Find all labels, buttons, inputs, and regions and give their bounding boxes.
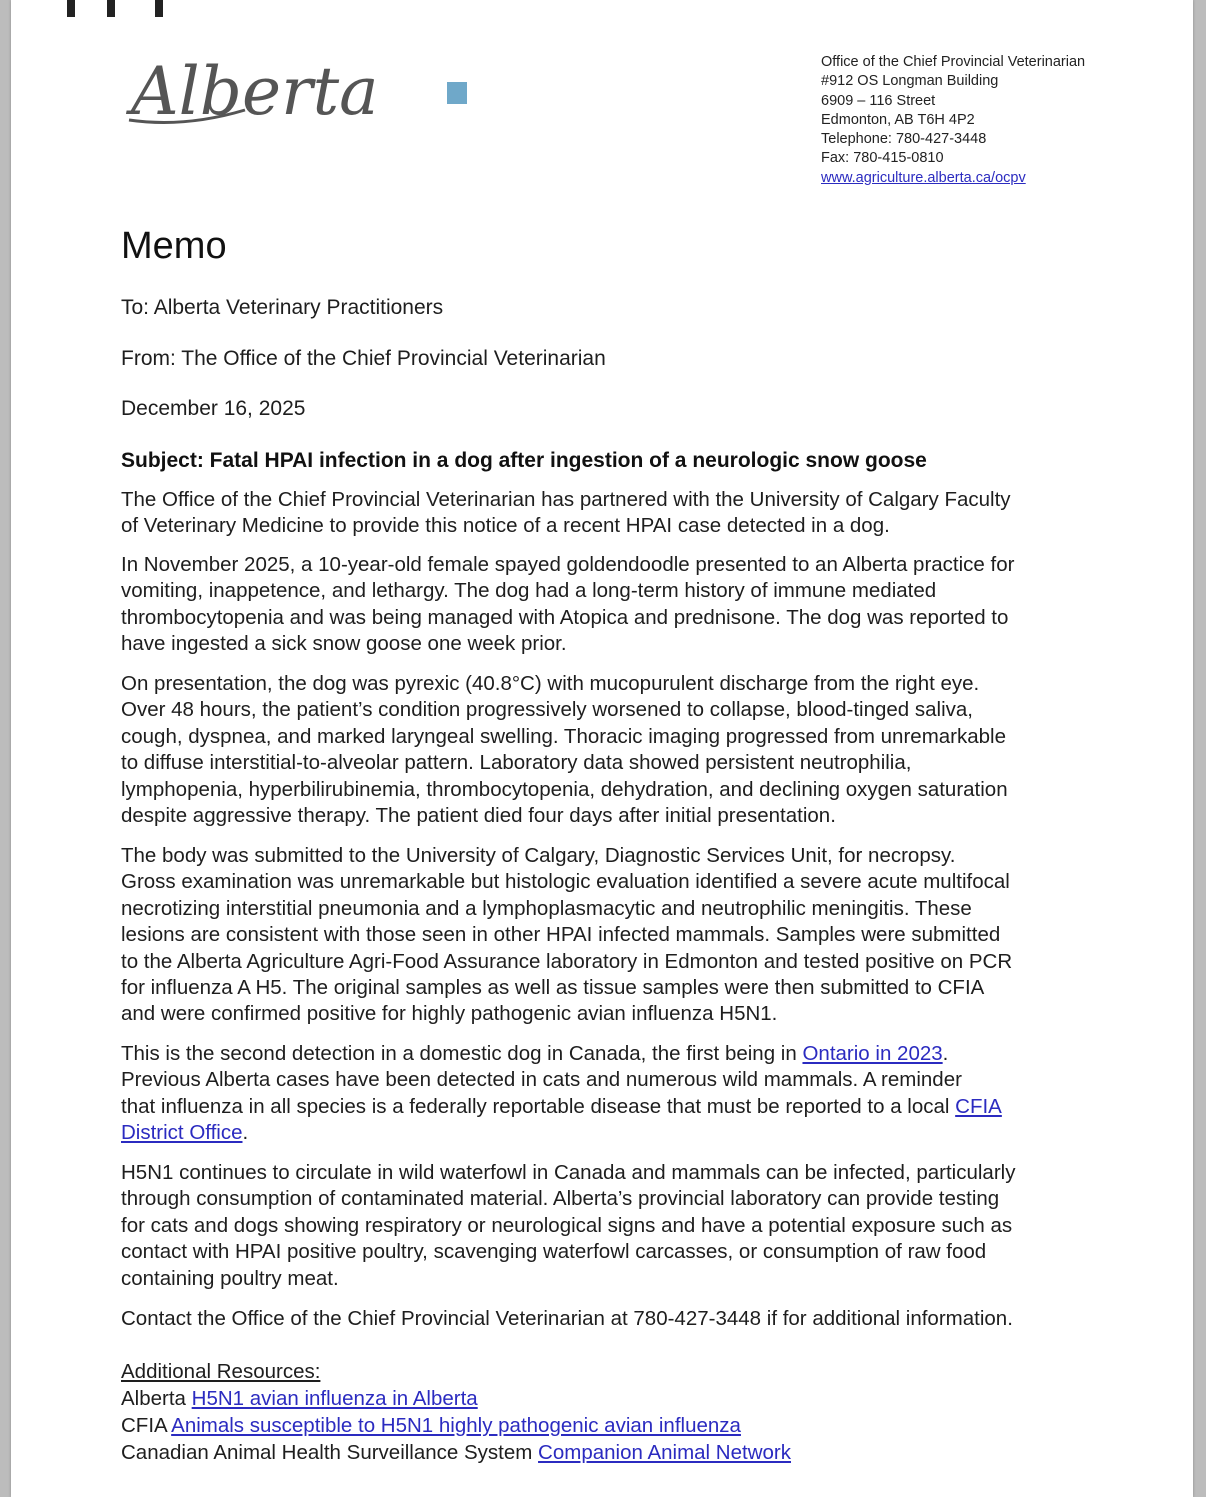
companion-animal-network-link[interactable]: Companion Animal Network xyxy=(538,1441,791,1464)
text-line: thrombocytopenia and was being managed with Atopica and prednisone. The dog was reported to xyxy=(121,605,1009,629)
address-telephone: Telephone: 780-427-3448 xyxy=(821,131,987,148)
text-line: Gross examination was unremarkable but histologic evaluation identified a severe acute multifocal xyxy=(121,870,1010,894)
text-line: lesions are consistent with those seen in other HPAI infected mammals. Samples were submitted xyxy=(121,923,1001,947)
resource-item xyxy=(121,1412,791,1439)
address-street: 6909 – 116 Street xyxy=(821,92,936,109)
address-office: Office of the Chief Provincial Veterinarian xyxy=(821,54,1086,70)
office-address-block xyxy=(821,53,1085,188)
alberta-logo xyxy=(125,50,475,135)
paragraph-case-history xyxy=(121,552,1141,658)
memo-to: To: Alberta Veterinary Practitioners xyxy=(121,296,444,319)
text-line: The Office of the Chief Provincial Veterinarian has partnered with the University of Calgary Faculty xyxy=(121,488,1011,511)
memo-title: Memo xyxy=(121,225,227,267)
memo-page xyxy=(11,0,1193,1497)
text-fragment: . xyxy=(242,1121,249,1145)
cfia-district-office-link[interactable]: CFIA xyxy=(955,1094,1002,1118)
memo-subject: Subject: Fatal HPAI infection in a dog after ingestion of a neurologic snow goose xyxy=(121,449,927,472)
text-line: containing poultry meat. xyxy=(121,1266,339,1290)
resource-prefix: Alberta xyxy=(121,1387,192,1410)
paragraph-necropsy xyxy=(121,843,1141,1028)
resource-item xyxy=(121,1385,791,1412)
svg-text:Alberta: Alberta xyxy=(131,53,379,130)
cfia-susceptible-animals-link[interactable]: Animals susceptible to H5N1 highly pathogenic avian influenza xyxy=(171,1414,741,1437)
text-line: to diffuse interstitial-to-alveolar pattern. Laboratory data showed persistent neutrophilia, xyxy=(121,751,912,775)
additional-resources xyxy=(121,1358,791,1466)
paragraph-clinical-course xyxy=(121,671,1141,829)
address-building: #912 OS Longman Building xyxy=(821,73,999,90)
text-fragment: This is the second detection in a domestic dog in Canada, the first being in xyxy=(121,1042,803,1065)
text-line: of Veterinary Medicine to provide this notice of a recent HPAI case detected in a dog. xyxy=(121,514,890,538)
text-line: Contact the Office of the Chief Provincial Veterinarian at 780-427-3448 if for additional information. xyxy=(121,1307,1013,1330)
alberta-wordmark xyxy=(125,50,455,135)
text-line: H5N1 continues to circulate in wild waterfowl in Canada and mammals can be infected, particularly xyxy=(121,1161,1016,1184)
text-line: cough, dyspnea, and marked laryngeal swelling. Thoracic imaging progressed from unremarkable xyxy=(121,724,1007,748)
resource-prefix: Canadian Animal Health Surveillance System xyxy=(121,1441,539,1464)
logo-square xyxy=(447,82,467,104)
text-line: for cats and dogs showing respiratory or neurological signs and have a potential exposure such as xyxy=(121,1213,1013,1237)
address-city: Edmonton, AB T6H 4P2 xyxy=(821,111,975,128)
text-line: On presentation, the dog was pyrexic (40.8°C) with mucopurulent discharge from the right eye. xyxy=(121,672,980,695)
text-line: have ingested a sick snow goose one week prior. xyxy=(121,632,567,656)
text-line: despite aggressive therapy. The patient died four days after initial presentation. xyxy=(121,804,836,828)
address-fax: Fax: 780-415-0810 xyxy=(821,150,944,167)
text-line: necrotizing interstitial pneumonia and a lymphoplasmacytic and neutrophilic meningitis. These xyxy=(121,896,972,920)
cfia-district-office-link-cont[interactable]: District Office xyxy=(121,1121,243,1145)
memo-date: December 16, 2025 xyxy=(121,397,306,420)
resource-prefix: CFIA xyxy=(121,1414,172,1437)
text-line xyxy=(121,1041,1141,1067)
paragraph-contact xyxy=(121,1306,1141,1332)
paragraph-detection-notice xyxy=(121,1041,1141,1147)
paragraph-intro xyxy=(121,487,1141,540)
website-link[interactable]: www.agriculture.alberta.ca/ocpv xyxy=(821,169,1026,186)
text-line: In November 2025, a 10-year-old female spayed goldendoodle presented to an Alberta practice for xyxy=(121,553,1015,576)
text-line: contact with HPAI positive poultry, scavenging waterfowl carcasses, or consumption of raw food xyxy=(121,1240,987,1264)
text-line: for influenza A H5. The original samples as well as tissue samples were then submitted to CFIA xyxy=(121,976,985,1000)
text-line: through consumption of contaminated material. Alberta’s provincial laboratory can provide testing xyxy=(121,1187,1000,1211)
memo-from: From: The Office of the Chief Provincial Veterinarian xyxy=(121,347,606,370)
resource-item xyxy=(121,1439,791,1466)
ontario-2023-link[interactable]: Ontario in 2023 xyxy=(802,1042,943,1065)
text-line xyxy=(121,1120,1141,1146)
h5n1-alberta-link[interactable]: H5N1 avian influenza in Alberta xyxy=(191,1387,478,1410)
text-line: vomiting, inappetence, and lethargy. The dog had a long-term history of immune mediated xyxy=(121,579,937,603)
text-line: Previous Alberta cases have been detected in cats and numerous wild mammals. A reminder xyxy=(121,1068,962,1092)
text-line: lymphopenia, hyperbilirubinemia, thrombocytopenia, dehydration, and declining oxygen saturation xyxy=(121,777,1008,801)
paragraph-testing-availability xyxy=(121,1160,1141,1292)
resources-title: Additional Resources: xyxy=(121,1360,321,1383)
text-line: to the Alberta Agriculture Agri-Food Assurance laboratory in Edmonton and tested positive on PCR xyxy=(121,949,1013,973)
text-line xyxy=(121,1094,1141,1120)
text-line: and were confirmed positive for highly pathogenic avian influenza H5N1. xyxy=(121,1002,778,1026)
text-line: The body was submitted to the University of Calgary, Diagnostic Services Unit, for necropsy. xyxy=(121,844,956,867)
text-fragment: . xyxy=(942,1042,949,1065)
text-line: Over 48 hours, the patient’s condition progressively worsened to collapse, blood-tinged saliva, xyxy=(121,698,974,722)
text-fragment: that influenza in all species is a federally reportable disease that must be reported to a local xyxy=(121,1094,956,1118)
